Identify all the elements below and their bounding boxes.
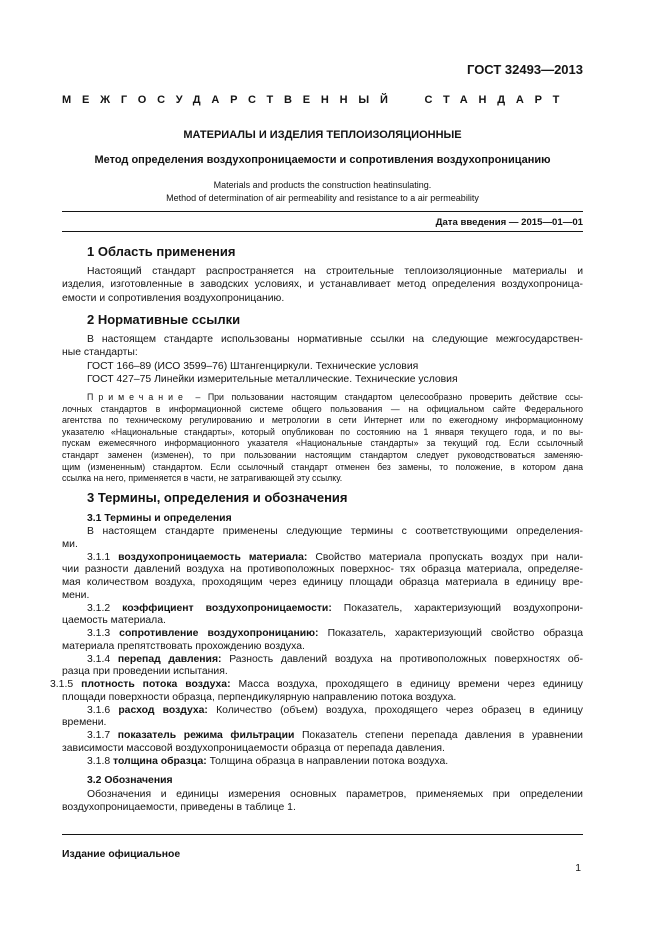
term-name: перепад давления:	[117, 653, 222, 665]
text-line: Обозначения и единицы измерения основных параметров, применяемых при определении	[87, 789, 583, 800]
text-line: воздухопроницаемости, приведены в таблице 1.	[62, 802, 296, 813]
text-line	[62, 552, 583, 565]
term-entry	[62, 603, 583, 629]
standard-type: МЕЖГОСУДАРСТВЕННЫЙ СТАНДАРТ	[62, 94, 571, 106]
term-name: толщина образца:	[113, 755, 207, 767]
section-1-body	[62, 265, 583, 305]
term-number: 3.1.7	[87, 730, 111, 741]
reference-list	[62, 360, 583, 387]
terms-list	[50, 551, 584, 769]
subsection-heading: 3.1 Термины и определения	[87, 513, 232, 524]
document-code: ГОСТ 32493—2013	[467, 62, 583, 77]
text-line	[50, 679, 583, 692]
text-line: времени.	[62, 717, 107, 729]
term-number: 3.1.3	[87, 628, 111, 639]
term-definition: Показатель степени перепада давления в уравнении	[301, 730, 583, 741]
term-number: 3.1.5	[50, 679, 74, 690]
term-entry	[62, 730, 583, 756]
text-line: пускам ежемесячного информационного указателя «Национальные стандарты» за текущий год. Если ссылочный	[62, 438, 583, 449]
term-number: 3.1.6	[87, 704, 111, 716]
section-heading: 2 Нормативные ссылки	[87, 312, 241, 327]
term-name: воздухопроницаемость материала:	[118, 551, 308, 563]
term-entry	[62, 552, 583, 603]
text-line: мени.	[62, 589, 90, 601]
text-line: площади поверхности образца, перпендикулярную направлению потока воздуха.	[62, 691, 457, 703]
term-definition: Разность давлений воздуха на противоположных поверхностях об-	[229, 653, 584, 665]
term-definition: Показатель, характеризующий воздухопрони-	[343, 602, 583, 614]
term-definition: Масса воздуха, проходящего в единицу времени через единицу	[238, 679, 583, 690]
section-3-2-body	[62, 788, 583, 814]
text-line: цаемость материала.	[62, 615, 166, 627]
section-heading: 3 Термины, определения и обозначения	[87, 490, 348, 505]
term-number: 3.1.8	[87, 755, 111, 767]
term-entry	[62, 628, 583, 654]
text-line	[62, 392, 583, 404]
paragraph	[62, 526, 583, 552]
text-line: материала препятствовать прохождению воздуха.	[62, 640, 305, 652]
text-line: ГОСТ 427–75 Линейки измерительные металлические. Технические условия	[87, 374, 458, 386]
term-name: расход воздуха:	[118, 704, 208, 716]
text-line: агентства по техническому регулированию и метрологии в сети Интернет или по ежегодному информационному	[62, 415, 583, 426]
term-entry	[62, 705, 583, 731]
term-entry	[62, 654, 583, 680]
section-heading: 1 Область применения	[87, 244, 236, 259]
effective-date: Дата введения — 2015—01—01	[435, 217, 583, 228]
term-number: 3.1.4	[87, 653, 111, 665]
text-line	[62, 705, 583, 718]
term-name: сопротивление воздухопроницанию:	[119, 628, 319, 639]
text-line: стандарт заменен (изменен), то при пользовании настоящим стандартом следует руководствоваться заменяю-	[62, 449, 583, 460]
text-line: изделия, изготовленные в заводских условиях, и устанавливает метод определения воздухопроница-	[62, 279, 583, 291]
term-name: плотность потока воздуха:	[81, 679, 231, 690]
text-line: емости и сопротивления воздухопроницанию.	[62, 292, 285, 304]
horizontal-rule	[62, 211, 583, 212]
text-line: лочных стандартов в информационной системе общего пользования — на официальном сайте Федерального	[62, 403, 583, 414]
term-entry	[50, 679, 583, 705]
paragraph	[62, 788, 583, 814]
text-line	[62, 603, 583, 616]
term-definition: Количество (объем) воздуха, проходящего через образец в единицу	[216, 704, 583, 716]
edition-label: Издание официальное	[62, 849, 181, 860]
english-title-line: Materials and products the construction heatinsulating.	[213, 180, 432, 190]
english-title-line: Method of determination of air permeability and resistance to a air permeability	[166, 192, 479, 203]
paragraph	[62, 265, 583, 305]
note-label: Примечание	[87, 392, 188, 402]
text-line	[62, 730, 583, 743]
text-line: разца при проведении испытания.	[62, 666, 228, 678]
text-line: щим (измененным) стандартом. Если ссылочный стандарт отменен без замены, то положение, в котором дана	[62, 461, 583, 472]
note-block	[62, 392, 583, 485]
text-line: В настоящем стандарте применены следующие термины с соответствующими определения-	[87, 526, 583, 537]
subsection-heading: 3.2 Обозначения	[87, 775, 173, 786]
text-line: мая количеством воздуха, проходящим через единицу площади образца материала в единицу вре-	[62, 577, 583, 588]
text-line: зависимости массовой воздухопроницаемости образца от перепада давления.	[62, 742, 445, 754]
section-3-1-body	[50, 526, 584, 768]
horizontal-rule	[62, 231, 583, 232]
horizontal-rule	[62, 834, 583, 835]
english-title	[62, 179, 583, 204]
text-line: ные стандарты:	[62, 347, 138, 359]
term-definition: Показатель, характеризующий свойство образца	[327, 628, 583, 639]
paragraph	[62, 333, 583, 360]
page-number: 1	[575, 863, 581, 874]
text-line: ссылка на него, применяется в части, не затрагивающей эту ссылку.	[62, 473, 343, 484]
term-name: коэффициент воздухопроницаемости:	[122, 602, 332, 614]
text-line: указателю «Национальные стандарты», который опубликован по состоянию на 1 января текущего года, и по вы-	[62, 426, 583, 437]
text-line	[62, 628, 583, 641]
term-definition: Свойство материала пропускать воздух при нали-	[315, 551, 583, 563]
text-line	[62, 756, 583, 769]
document-subtitle: Метод определения воздухопроницаемости и сопротивления воздухопроницанию	[94, 154, 551, 166]
note-text: – При пользовании настоящим стандартом целесообразно проверить действие ссы-	[195, 392, 583, 402]
paragraph	[62, 404, 583, 485]
text-line: В настоящем стандарте использованы нормативные ссылки на следующие межгосударствен-	[87, 334, 583, 345]
text-line: ГОСТ 166–89 (ИСО 3599–76) Штангенциркули. Технические условия	[87, 360, 419, 372]
text-line: ми.	[62, 538, 78, 550]
term-entry	[62, 756, 583, 769]
section-2-body	[62, 333, 583, 387]
term-name: показатель режима фильтрации	[117, 730, 295, 741]
term-number: 3.1.2	[87, 602, 111, 614]
text-line: Настоящий стандарт распространяется на строительные теплоизоляционные материалы и	[87, 266, 583, 277]
document-title: МАТЕРИАЛЫ И ИЗДЕЛИЯ ТЕПЛОИЗОЛЯЦИОННЫЕ	[183, 129, 462, 141]
term-definition: Толщина образца в направлении потока воздуха.	[209, 755, 449, 767]
text-line: чии разности давлений воздуха на противоположных поверхнос- тях образца материала, определяе-	[62, 564, 583, 576]
term-number: 3.1.1	[87, 551, 111, 563]
text-line	[62, 654, 583, 667]
